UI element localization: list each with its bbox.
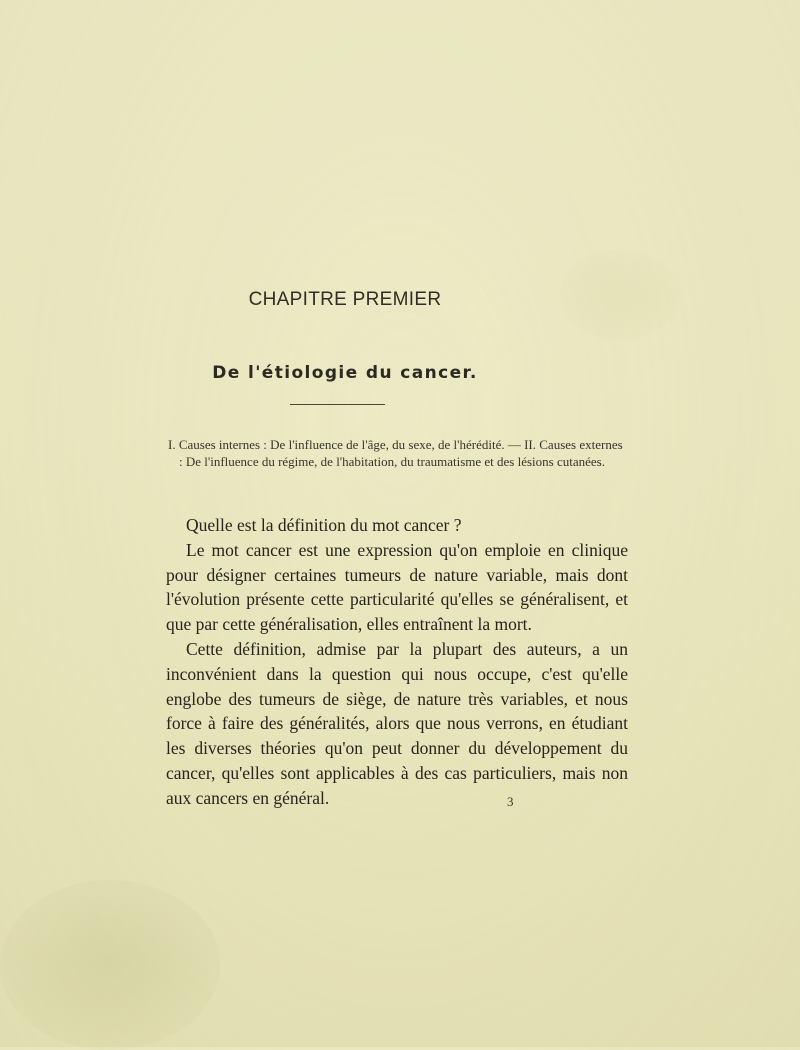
section-title: De l'étiologie du cancer. [212, 363, 478, 383]
paragraph: Le mot cancer est une expression qu'on emploie en clinique pour désigner certaines tumeurs de nature variable, mais dont l'évolution présente cette particularité qu'elles se généralisent, et que par cette généralisation, elles entraînent la mort. [166, 539, 628, 635]
body-text [166, 513, 628, 811]
chapter-summary [168, 436, 626, 470]
paragraph: Cette définition, admise par la plupart des auteurs, a un inconvénient dans la question qui nous occupe, c'est qu'elle englobe des tumeurs de siège, de nature très variables, et nous force à faire des généralités, alors que nous verrons, en étudiant les diverses théories qu'on peut donner du développement du cancer, qu'elles sont applicables à des cas particuliers, mais non aux cancers en général. [166, 638, 628, 808]
chapter-title: CHAPITRE PREMIER [248, 289, 442, 310]
title-divider [290, 404, 385, 405]
summary-text: I. Causes internes : De l'influence de l'âge, du sexe, de l'hérédité. — II. Causes externes : De l'influence du régime, de l'habitation, du traumatisme et des lésions cutanées. [168, 437, 623, 469]
page-number: 3 [507, 794, 514, 809]
paragraph: Quelle est la définition du mot cancer ? [186, 515, 462, 535]
paper-stain [0, 880, 220, 1050]
